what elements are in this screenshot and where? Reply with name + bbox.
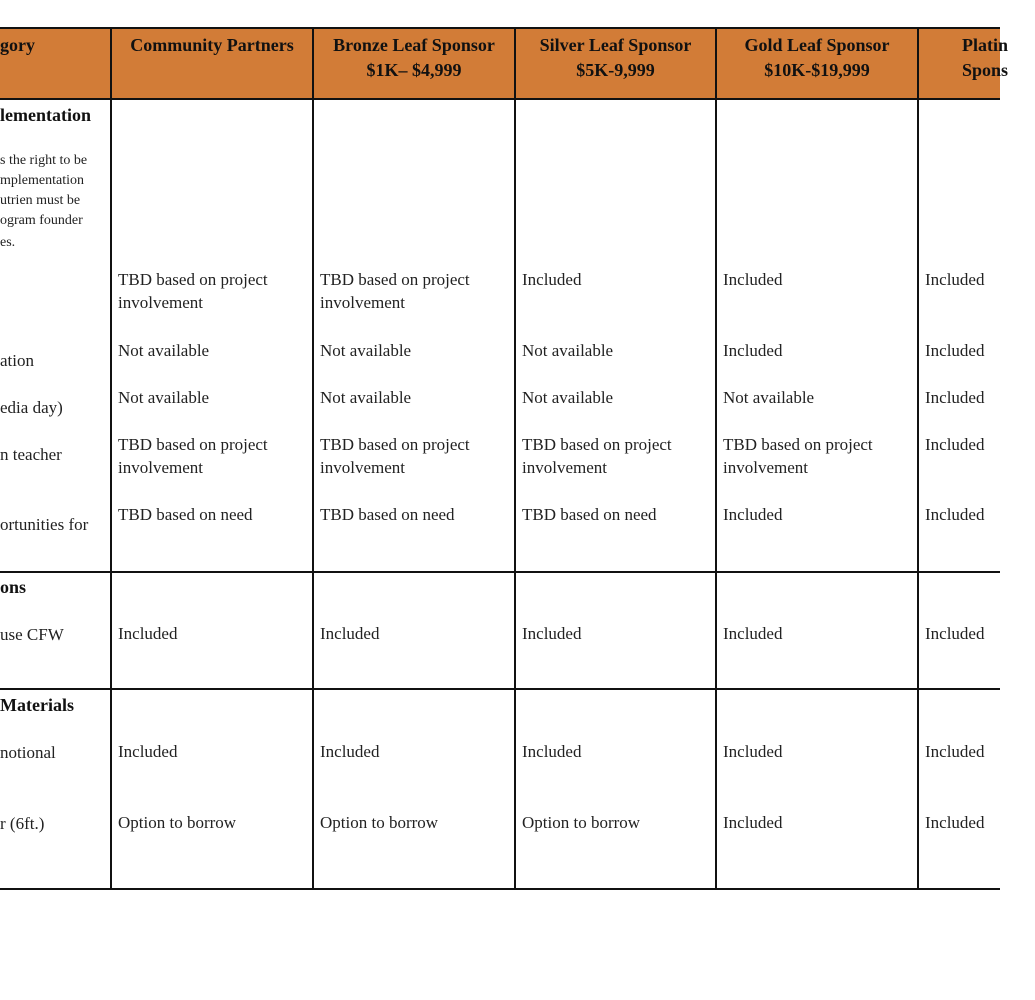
section-title-implementation: lementation bbox=[0, 105, 91, 125]
table-cell: Included bbox=[723, 624, 783, 643]
row-label-mat-2: r (6ft.) bbox=[0, 814, 45, 833]
table-cell: Not available bbox=[723, 388, 815, 407]
implementation-note-3: utrien must be bbox=[0, 193, 81, 208]
rule-bottom bbox=[0, 888, 1000, 890]
table-cell: TBD based on project involvement bbox=[118, 270, 268, 312]
table-cell: Included bbox=[723, 505, 783, 524]
table-cell: Included bbox=[118, 742, 178, 761]
header-bronze bbox=[314, 33, 514, 83]
col-rule-2 bbox=[312, 27, 314, 890]
tier-name: Community Partners bbox=[130, 35, 294, 55]
tier-range: $1K– $4,999 bbox=[366, 60, 462, 80]
table-cell: Not available bbox=[320, 341, 412, 360]
row-label-mat-1: notional bbox=[0, 743, 56, 762]
table-cell: Included bbox=[723, 742, 783, 761]
table-cell: Included bbox=[723, 341, 783, 360]
header-gold bbox=[717, 33, 917, 83]
tier-name: Platin bbox=[961, 35, 1008, 55]
table-cell: Included bbox=[320, 624, 380, 643]
rule-section-2 bbox=[0, 688, 1000, 690]
implementation-note-2: mplementation bbox=[0, 173, 84, 188]
row-label-comm-1: use CFW bbox=[0, 625, 64, 644]
table-cell: Not available bbox=[522, 388, 614, 407]
table-cell: TBD based on project involvement bbox=[320, 435, 470, 477]
table-cell: Included bbox=[925, 742, 985, 761]
implementation-note-1: s the right to be bbox=[0, 153, 88, 168]
table-cell: Not available bbox=[320, 388, 412, 407]
table-cell: Included bbox=[723, 813, 783, 832]
table-cell: Included bbox=[925, 435, 985, 454]
table-cell: Not available bbox=[118, 388, 210, 407]
header-category: gory bbox=[0, 35, 35, 55]
row-label-impl-2: ation bbox=[0, 351, 34, 370]
col-rule-3 bbox=[514, 27, 516, 890]
tier-name: Gold Leaf Sponsor bbox=[744, 35, 890, 55]
header-silver bbox=[516, 33, 715, 83]
row-label-impl-5: ortunities for bbox=[0, 515, 89, 534]
table-cell: Option to borrow bbox=[118, 813, 237, 832]
table-cell: Included bbox=[925, 813, 985, 832]
table-cell: TBD based on need bbox=[320, 505, 455, 524]
table-cell: Option to borrow bbox=[522, 813, 641, 832]
tier-range: $5K-9,999 bbox=[576, 60, 655, 80]
table-cell: Included bbox=[118, 624, 178, 643]
col-rule-1 bbox=[110, 27, 112, 890]
table-cell: Included bbox=[522, 624, 582, 643]
implementation-note-4: ogram founder bbox=[0, 213, 83, 228]
header-community-partners bbox=[112, 33, 312, 58]
rule-top bbox=[0, 27, 1000, 29]
table-cell: TBD based on project involvement bbox=[118, 435, 268, 477]
table-cell: Included bbox=[925, 270, 985, 289]
table-cell: TBD based on need bbox=[522, 505, 657, 524]
row-label-impl-3: edia day) bbox=[0, 398, 63, 417]
table-cell: Included bbox=[522, 742, 582, 761]
table-cell: Included bbox=[522, 270, 582, 289]
implementation-note-5: es. bbox=[0, 235, 16, 250]
tier-name: Bronze Leaf Sponsor bbox=[333, 35, 495, 55]
col-rule-4 bbox=[715, 27, 717, 890]
table-cell: TBD based on need bbox=[118, 505, 253, 524]
section-title-materials: Materials bbox=[0, 695, 74, 715]
table-cell: Not available bbox=[522, 341, 614, 360]
table-cell: Included bbox=[925, 388, 985, 407]
rule-section-1 bbox=[0, 571, 1000, 573]
tier-range: $10K-$19,999 bbox=[764, 60, 870, 80]
tier-name: Silver Leaf Sponsor bbox=[539, 35, 692, 55]
table-cell: TBD based on project involvement bbox=[320, 270, 470, 312]
table-cell: Option to borrow bbox=[320, 813, 439, 832]
table-cell: Included bbox=[925, 505, 985, 524]
table-cell: TBD based on project involvement bbox=[522, 435, 672, 477]
table-cell: Not available bbox=[118, 341, 210, 360]
row-label-impl-4: n teacher bbox=[0, 445, 62, 464]
table-cell: Included bbox=[320, 742, 380, 761]
header-platinum bbox=[935, 33, 1035, 83]
table-cell: Included bbox=[925, 624, 985, 643]
table-cell: TBD based on project involvement bbox=[723, 435, 873, 477]
tier-range: Spons bbox=[961, 60, 1009, 80]
table-cell: Included bbox=[925, 341, 985, 360]
col-rule-5 bbox=[917, 27, 919, 890]
table-cell: Included bbox=[723, 270, 783, 289]
rule-header-bottom bbox=[0, 98, 1000, 100]
section-title-communications: ons bbox=[0, 577, 27, 597]
